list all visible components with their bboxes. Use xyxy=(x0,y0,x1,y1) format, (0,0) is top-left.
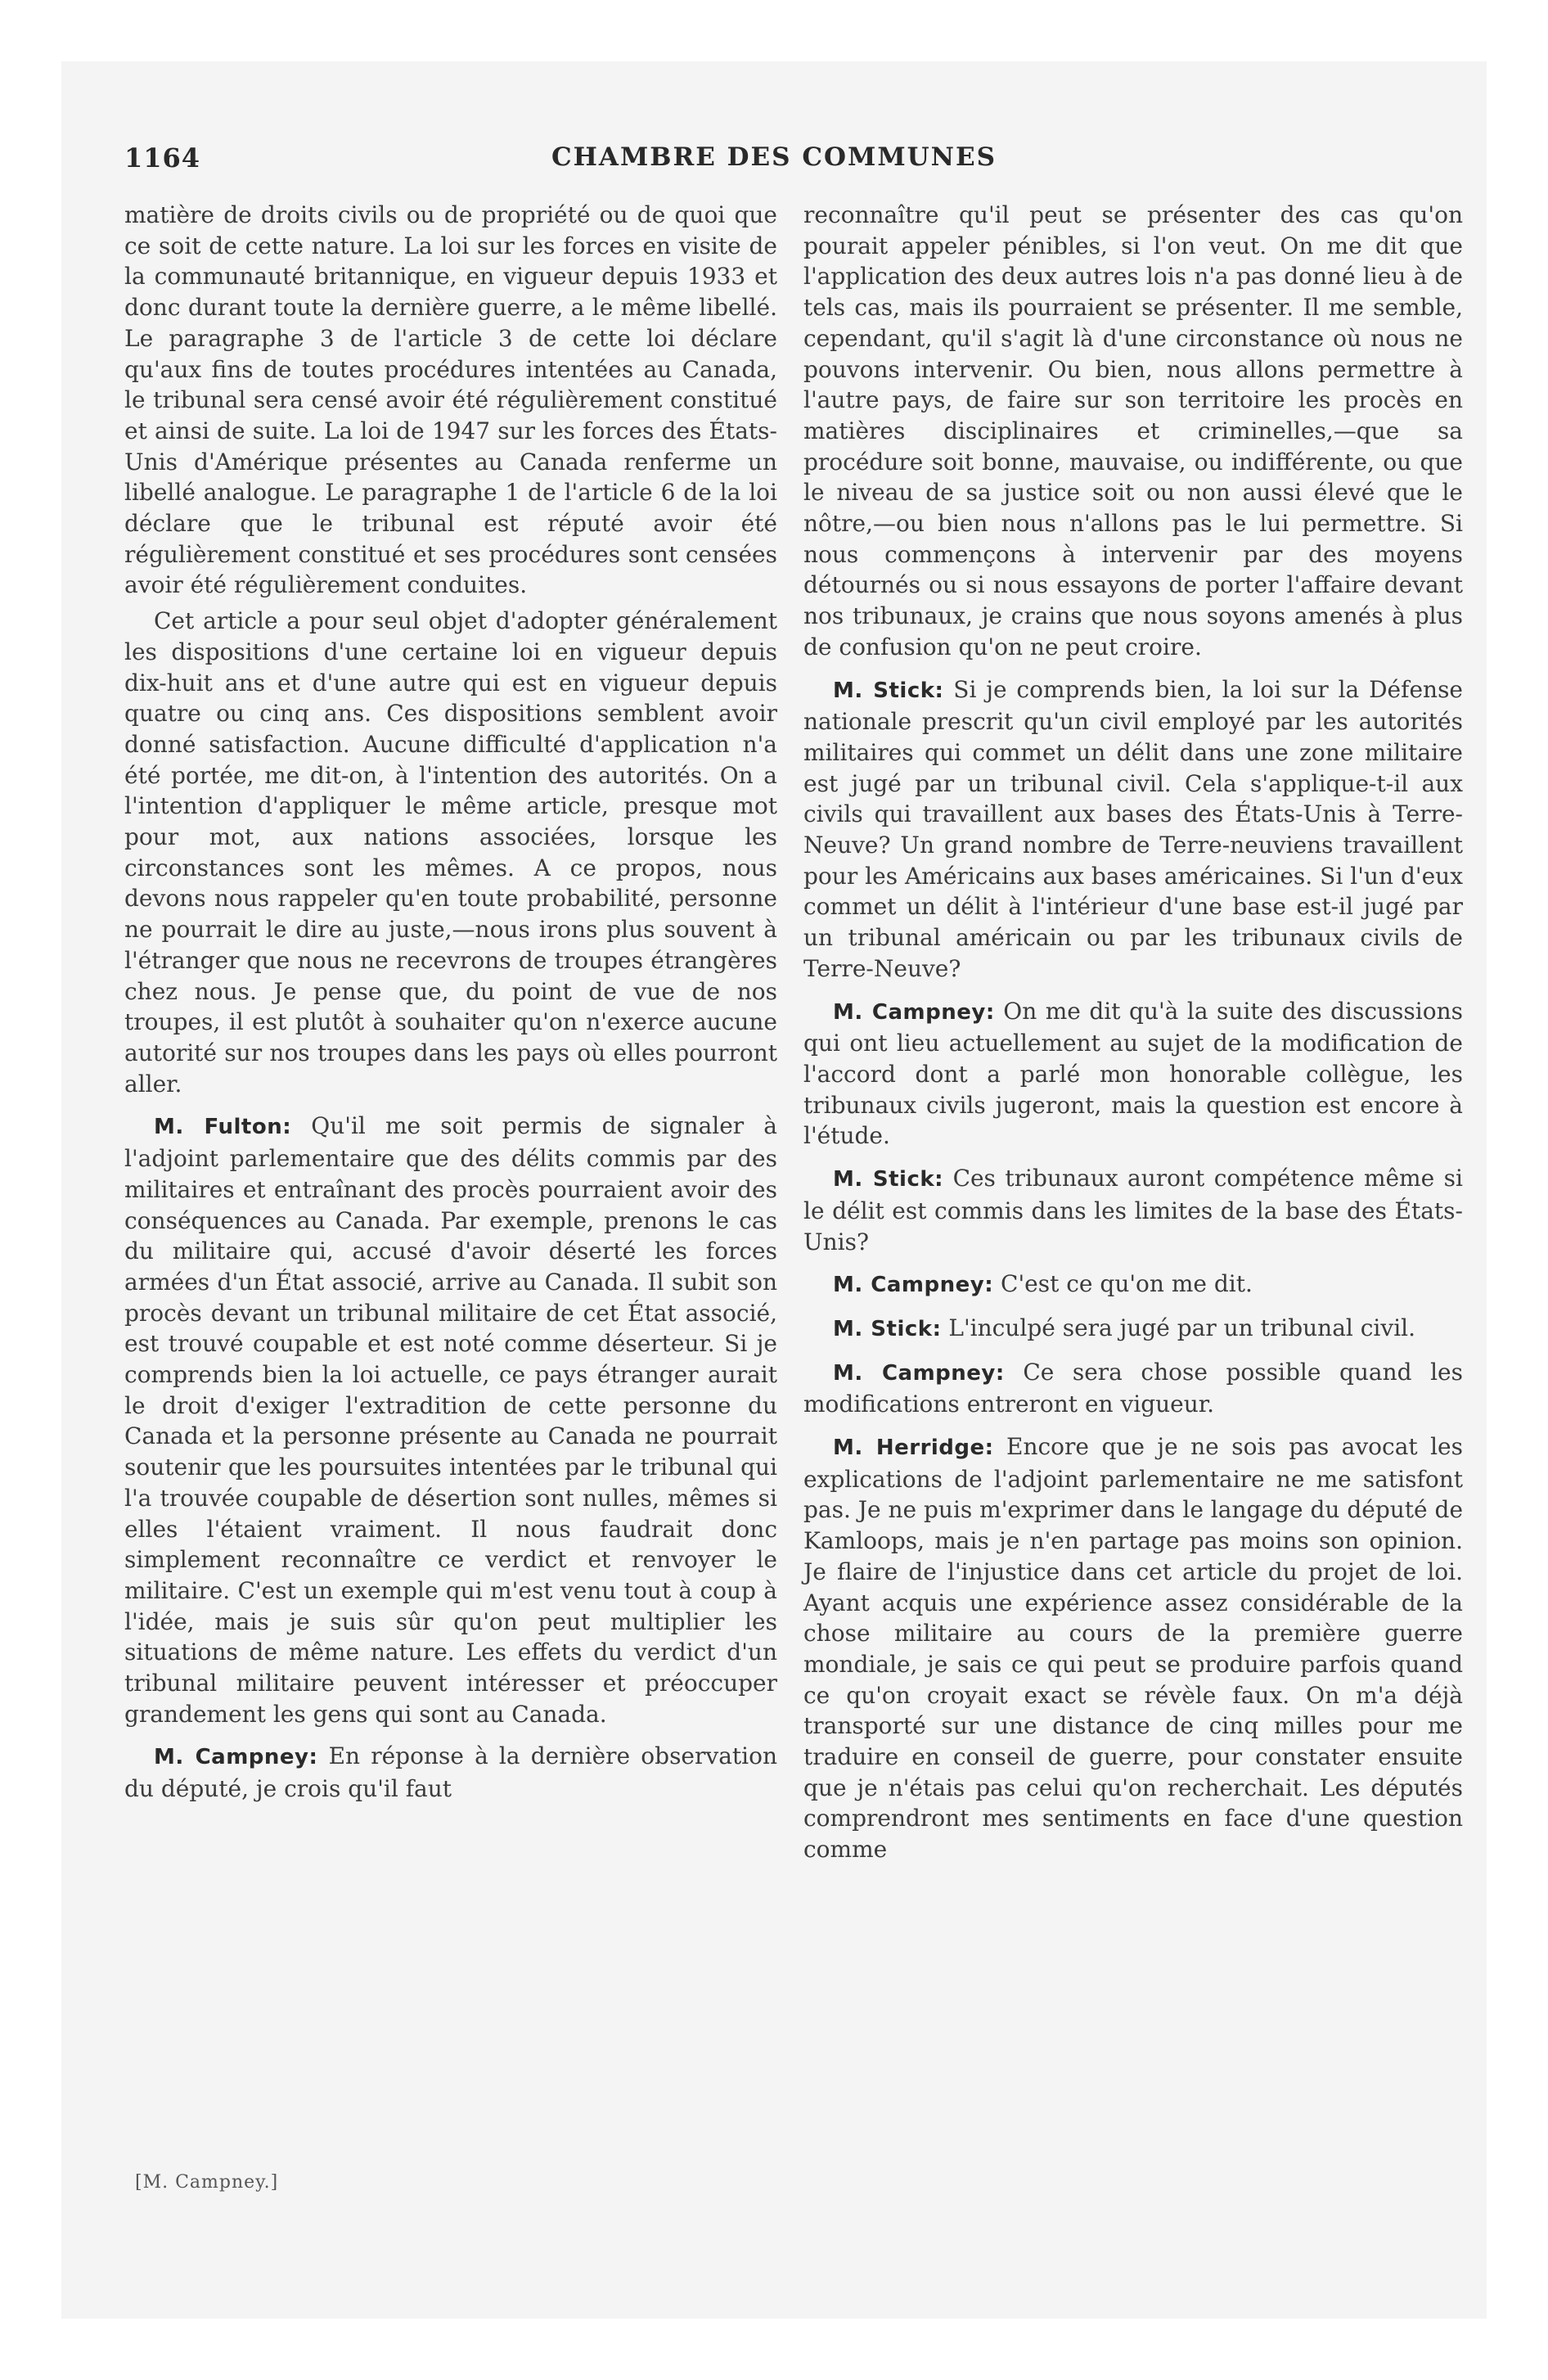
speaker-name: M. Campney: xyxy=(833,1360,1005,1386)
speaker-name: M. Fulton: xyxy=(154,1115,292,1140)
speaker-name: M. Herridge: xyxy=(833,1436,994,1461)
paragraph: matière de droits civils ou de propriété ou de quoi que ce soit de cette nature. La loi sur les forces en visite de la communauté britannique, en vigueur depuis 1933 et donc durant toute la dernière guerre, a le même libellé. Le paragraphe 3 de l'article 3 de cette loi déclare qu'aux fins de toutes procédures intentées au Canada, le tribunal sera censé avoir été régulièrement constitué et ainsi de suite. La loi de 1947 sur les forces des États-Unis d'Amérique présentes au Canada renferme un libellé analogue. Le paragraphe 1 de l'article 6 de la loi déclare que le tribunal est réputé avoir été régulièrement constitué et ses procédures sont censées avoir été régulièrement conduites. xyxy=(124,201,777,599)
speaker-name: M. Campney: xyxy=(154,1745,318,1770)
speech-campney xyxy=(124,1741,777,1804)
speaker-name: M. Stick: xyxy=(833,1167,944,1192)
speech-text: L'inculpé sera jugé par un tribunal civil. xyxy=(948,1314,1416,1341)
speech-stick xyxy=(803,674,1463,985)
speech-text: C'est ce qu'on me dit. xyxy=(1001,1270,1253,1298)
speaker-name: M. Stick: xyxy=(833,1316,942,1341)
speech-stick xyxy=(803,1313,1463,1346)
running-head: CHAMBRE DES COMMUNES xyxy=(551,142,997,172)
speaker-name: M. Campney: xyxy=(833,999,995,1025)
footer-attribution: [M. Campney.] xyxy=(135,2172,279,2193)
page-number: 1164 xyxy=(124,142,201,174)
right-column xyxy=(803,200,1463,1870)
speech-text: Ce sera chose possible quand les modifications entreront en vigueur. xyxy=(803,1358,1463,1418)
speech-text: On me dit qu'à la suite des discussions qui ont lieu actuellement au sujet de la modification de l'accord dont a parlé mon honorable collègue, les tribunaux civils jugeront, mais la question est encore à l'étude. xyxy=(803,997,1464,1150)
speech-campney xyxy=(803,996,1463,1152)
speech-herridge xyxy=(803,1431,1463,1865)
speech-text: Qu'il me soit permis de signaler à l'adjoint parlementaire que des délits commis par des militaires et entraînant des procès pourraient avoir des conséquences au Canada. Par exemple, prenons le cas du militaire qui, accusé d'avoir déserté les forces armées d'un État associé, arrive au Canada. Il subit son procès devant un tribunal militaire de cet État associé, est trouvé coupable et est noté comme déserteur. Si je comprends bien la loi actuelle, ce pays étranger aurait le droit d'exiger l'extradition de cette personne du Canada et la personne présente au Canada ne pourrait soutenir que les poursuites intentées par le tribunal qui l'a trouvée coupable de désertion sont nulles, mêmes si elles l'étaient vraiment. Il nous faudrait donc simplement reconnaître ce verdict et renvoyer le militaire. C'est un exemple qui m'est venu tout à coup à l'idée, mais je suis sûr qu'on peut multiplier les situations de même nature. Les effets du verdict d'un tribunal militaire peuvent intéresser et préoccuper grandement les gens qui sont au Canada. xyxy=(124,1112,778,1728)
paragraph: Cet article a pour seul objet d'adopter généralement les dispositions d'une certaine loi en vigueur depuis dix-huit ans et d'une autre qui est en vigueur depuis quatre ou cinq ans. Ces dispositions semblent avoir donné satisfaction. Aucune difficulté d'application n'a été portée, me dit-on, à l'intention des autorités. On a l'intention d'appliquer le même article, presque mot pour mot, aux nations associées, lorsque les circonstances sont les mêmes. A ce propos, nous devons nous rappeler qu'en toute probabilité, personne ne pourrait le dire au juste,—nous irons plus souvent à l'étranger que nous ne recevrons de troupes étrangères chez nous. Je pense que, du point de vue de nos troupes, il est plutôt à souhaiter qu'on n'exerce aucune autorité sur nos troupes dans les pays où elles pourront aller. xyxy=(124,607,777,1098)
speech-text: Encore que je ne sois pas avocat les explications de l'adjoint parlementaire ne me satisfont pas. Je ne puis m'exprimer dans le langage du député de Kamloops, mais je n'en partage pas moins son opinion. Je flaire de l'injustice dans cet article du projet de loi. Ayant acquis une expérience assez considérable de la chose militaire au cours de la première guerre mondiale, je sais ce qui peut se produire parfois quand ce qu'on croyait exact se révèle faux. On m'a déjà transporté sur une distance de cinq milles pour me traduire en conseil de guerre, pour constater ensuite que je n'étais pas celui qu'on recherchait. Les députés comprendront mes sentiments en face d'une question comme xyxy=(803,1433,1464,1864)
speaker-name: M. Campney: xyxy=(833,1273,994,1298)
paragraph: reconnaître qu'il peut se présenter des cas qu'on pourait appeler pénibles, si l'on veut. On me dit que l'application des deux autres lois n'a pas donné lieu à de tels cas, mais ils pourraient se présenter. Il me semble, cependant, qu'il s'agit là d'une circonstance où nous ne pouvons intervenir. Ou bien, nous allons permettre à l'autre pays, de faire sur son territoire les procès en matières disciplinaires et criminelles,—que sa procédure soit bonne, mauvaise, ou indifférente, ou que le niveau de sa justice soit ou non aussi élevé que le nôtre,—ou bien nous n'allons pas le lui permettre. Si nous commençons à intervenir par des moyens détournés ou si nous essayons de porter l'affaire devant nos tribunaux, je crains que nous soyons amenés à plus de confusion qu'on ne peut croire. xyxy=(803,201,1463,660)
left-column xyxy=(124,200,777,1810)
speech-fulton xyxy=(124,1111,777,1729)
speech-text: Si je comprends bien, la loi sur la Défense nationale prescrit qu'un civil employé par les autorités militaires qui commet un délit dans une zone militaire est jugé par un tribunal civil. Cela s'applique-t-il aux civils qui travaillent aux bases des États-Unis à Terre-Neuve? Un grand nombre de Terre-neuviens travaillent pour les Américains aux bases américaines. Si l'un d'eux commet un délit à l'intérieur d'une base est-il jugé par un tribunal américain ou par les tribunaux civils de Terre-Neuve? xyxy=(803,675,1464,982)
speech-campney xyxy=(803,1357,1463,1420)
speech-text: En réponse à la dernière observation du député, je crois qu'il faut xyxy=(124,1742,778,1803)
speaker-name: M. Stick: xyxy=(833,678,944,703)
speech-campney xyxy=(803,1269,1463,1301)
speech-stick xyxy=(803,1163,1463,1257)
speech-text: Ces tribunaux auront compétence même si le délit est commis dans les limites de la base des États-Unis? xyxy=(803,1165,1463,1255)
